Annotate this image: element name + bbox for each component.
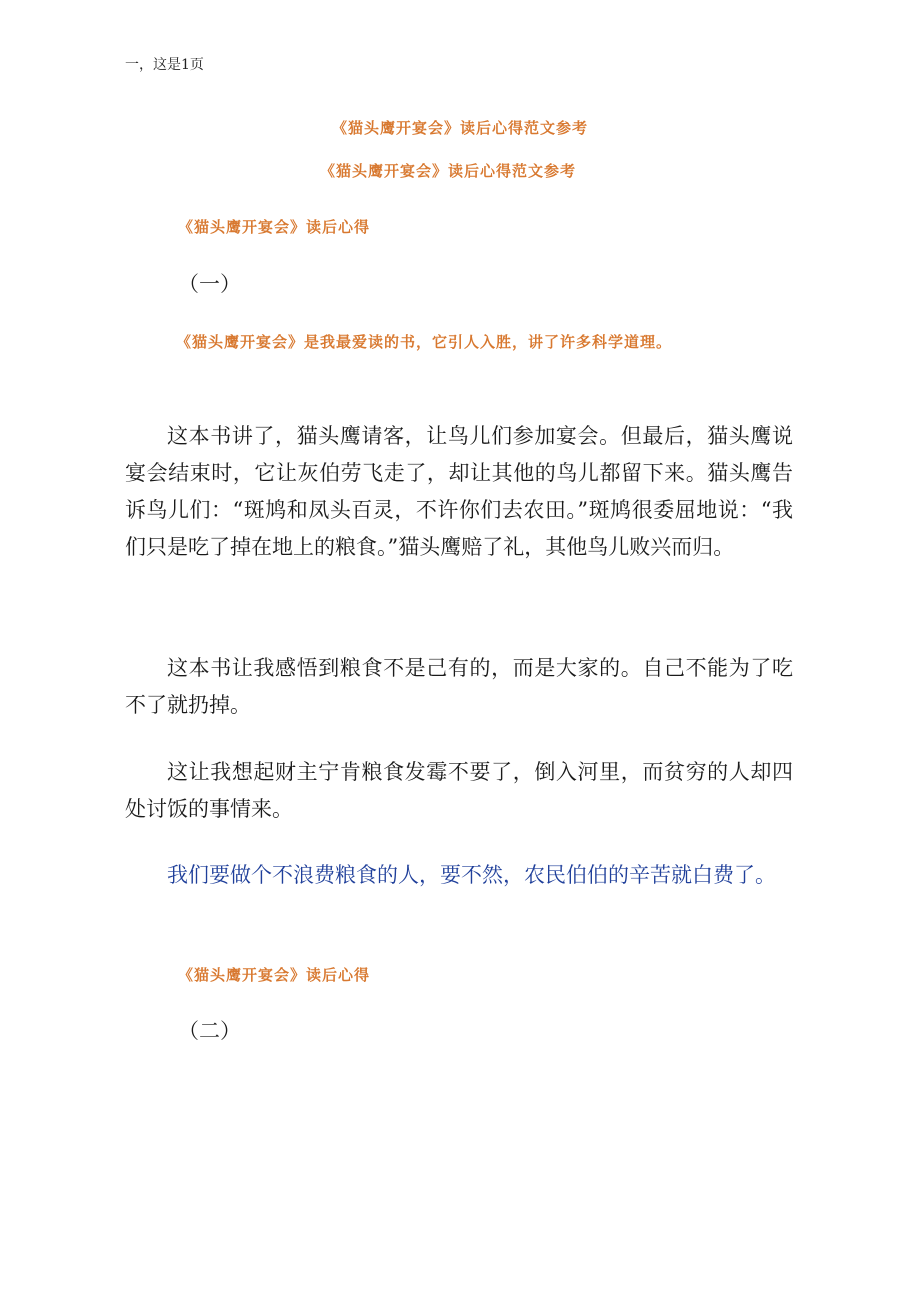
document-title-repeat: 《猫头鹰开宴会》读后心得范文参考 (320, 162, 577, 180)
intro-paragraph: 《猫头鹰开宴会》是我最爱读的书，它引人入胜，讲了许多科学道理。 (176, 333, 673, 351)
body-paragraph-2: 这本书让我感悟到粮食不是己有的，而是大家的。自己不能为了吃不了就扔掉。 (125, 656, 793, 717)
section-2-heading: 《猫头鹰开宴会》读后心得 (178, 966, 371, 984)
document-title: 《猫头鹰开宴会》读后心得范文参考 (331, 119, 588, 137)
section-2-number: （二） (178, 1019, 241, 1043)
page-header: 一，这是1页 (125, 57, 204, 73)
body-paragraph-3: 这让我想起财主宁肯粮食发霉不要了，倒入河里，而贫穷的人却四处讨饭的事情来。 (125, 760, 793, 821)
section-1-number: （一） (178, 272, 241, 296)
section-1-heading: 《猫头鹰开宴会》读后心得 (178, 218, 371, 236)
body-paragraph-4: 我们要做个不浪费粮食的人，要不然，农民伯伯的辛苦就白费了。 (167, 863, 776, 887)
body-paragraph-1: 这本书讲了，猫头鹰请客，让鸟儿们参加宴会。但最后，猫头鹰说宴会结束时，它让灰伯劳飞走了，却让其他的鸟儿都留下来。猫头鹰告诉鸟儿们：“斑鸠和凤头百灵，不许你们去农田。”斑鸠很委屈地说：“我们只是吃了掉在地上的粮食。”猫头鹰赔了礼，其他鸟儿败兴而归。 (125, 424, 793, 559)
